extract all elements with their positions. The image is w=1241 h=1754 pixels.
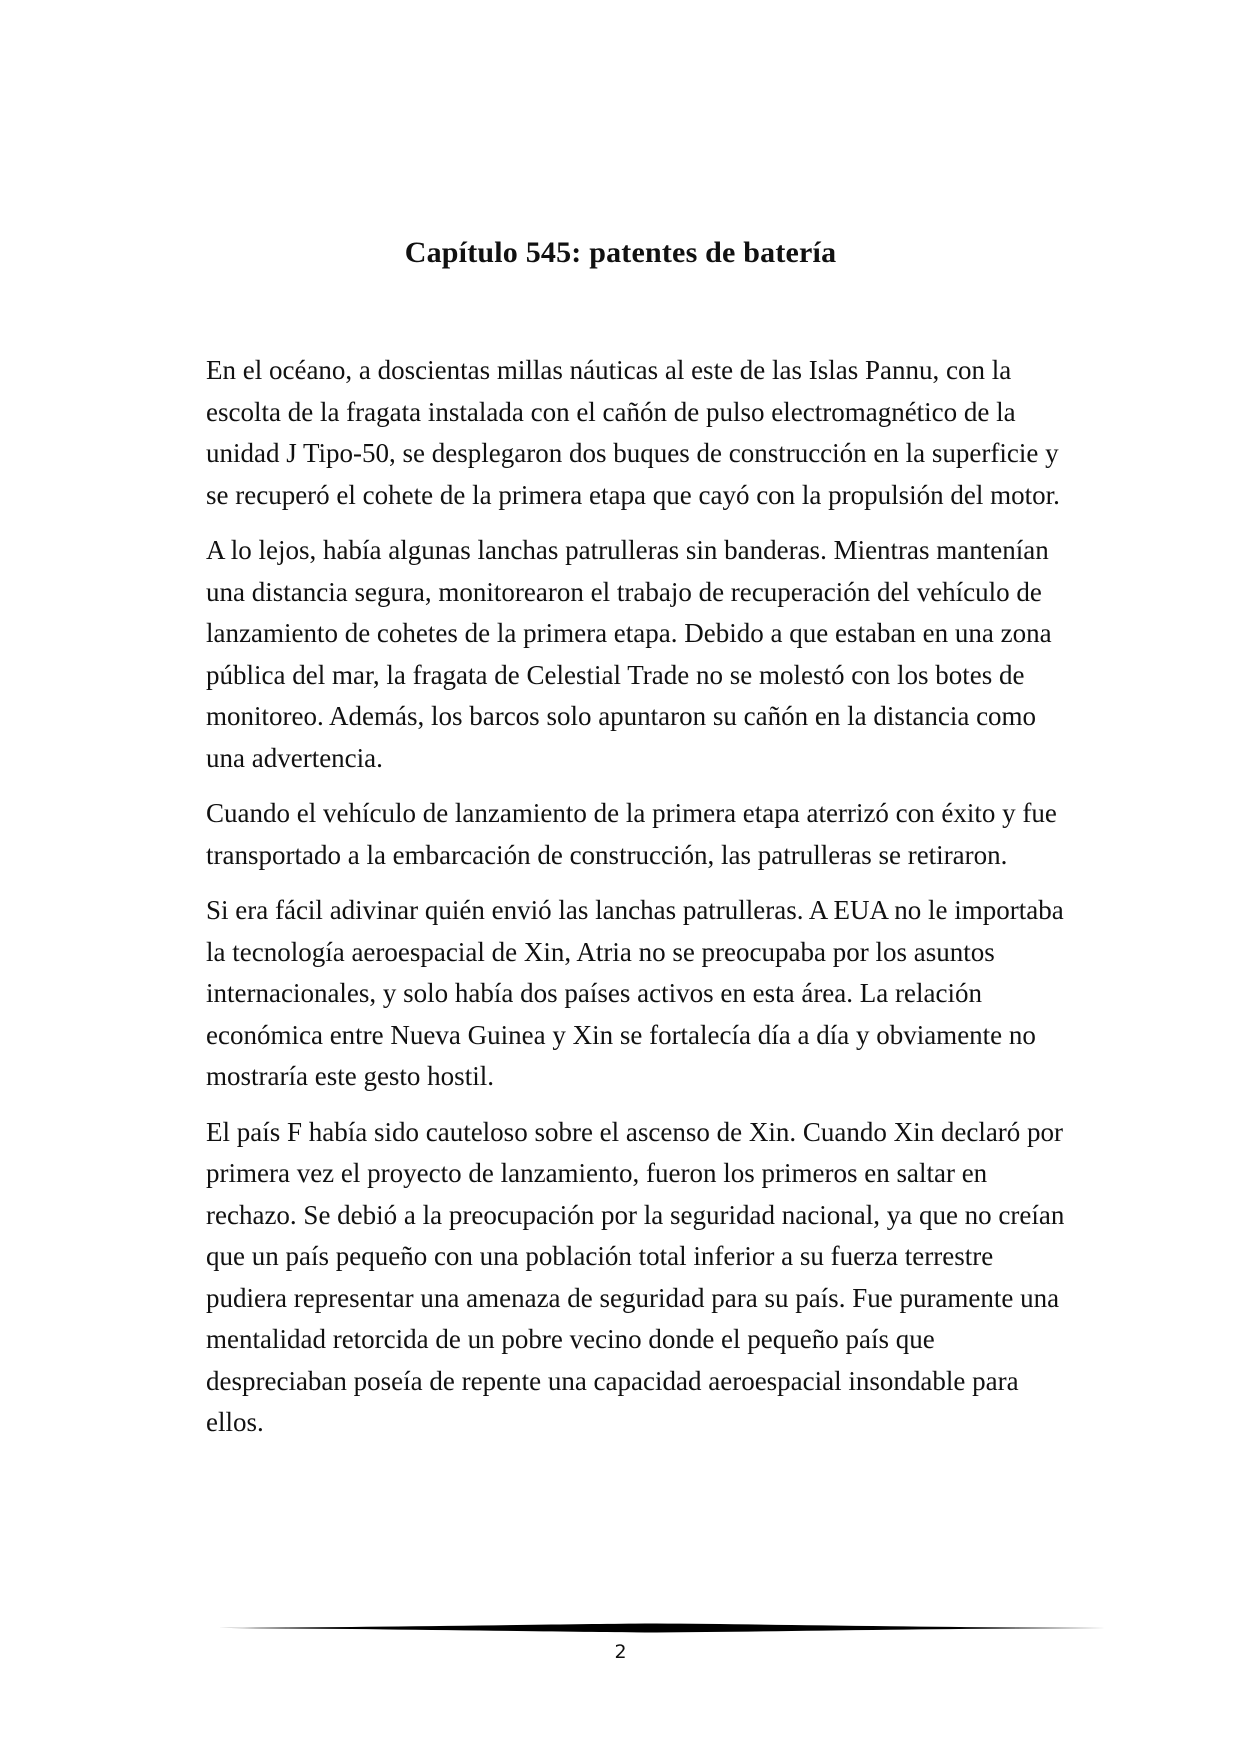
page-number: 2 xyxy=(614,1641,627,1663)
chapter-body xyxy=(206,350,1076,1458)
paragraph: A lo lejos, había algunas lanchas patrulleras sin banderas. Mientras mantenían una distancia segura, monitorearon el trabajo de recuperación del vehículo de lanzamiento de cohetes de la primera etapa. Debido a que estaban en una zona pública del mar, la fragata de Celestial Trade no se molestó con los botes de monitoreo. Además, los barcos solo apuntaron su cañón en la distancia como una advertencia. xyxy=(206,535,1052,773)
paragraph: Si era fácil adivinar quién envió las lanchas patrulleras. A EUA no le importaba la tecnología aeroespacial de Xin, Atria no se preocupaba por los asuntos internacionales, y solo había dos países activos en esta área. La relación económica entre Nueva Guinea y Xin se fortalecía día a día y obviamente no mostraría este gesto hostil. xyxy=(206,895,1064,1091)
footer-divider xyxy=(206,1622,1106,1634)
paragraph: En el océano, a doscientas millas náuticas al este de las Islas Pannu, con la escolta de la fragata instalada con el cañón de pulso electromagnético de la unidad J Tipo-50, se desplegaron dos buques de construcción en la superficie y se recuperó el cohete de la primera etapa que cayó con la propulsión del motor. xyxy=(206,355,1060,510)
paragraph: Cuando el vehículo de lanzamiento de la primera etapa aterrizó con éxito y fue transportado a la embarcación de construcción, las patrulleras se retiraron. xyxy=(206,798,1057,870)
paragraph: El país F había sido cauteloso sobre el ascenso de Xin. Cuando Xin declaró por primera vez el proyecto de lanzamiento, fueron los primeros en saltar en rechazo. Se debió a la preocupación por la seguridad nacional, ya que no creían que un país pequeño con una población total inferior a su fuerza terrestre pudiera representar una amenaza de seguridad para su país. Fue puramente una mentalidad retorcida de un pobre vecino donde el pequeño país que despreciaban poseía de repente una capacidad aeroespacial insondable para ellos. xyxy=(206,1116,1065,1437)
chapter-title: Capítulo 545: patentes de batería xyxy=(404,236,837,269)
